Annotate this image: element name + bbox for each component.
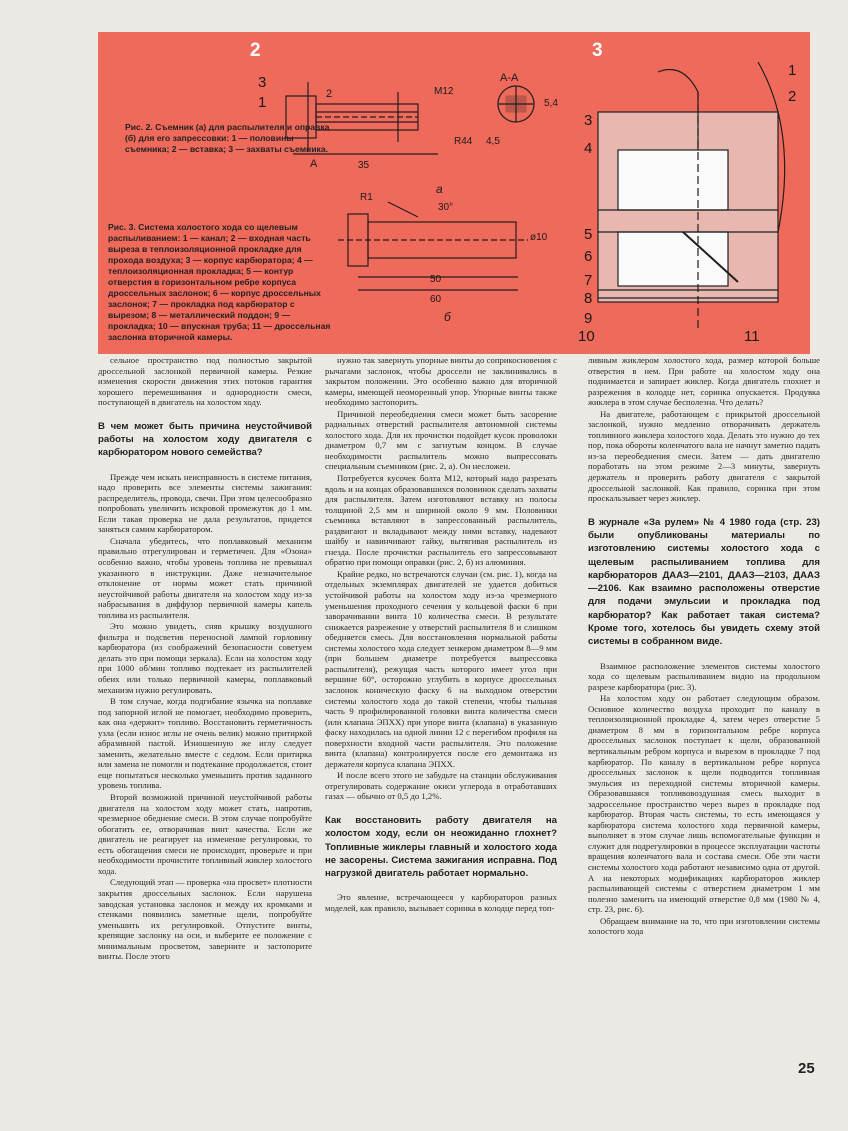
paragraph: Это можно увидеть, сняв крышку воздушного фильтра и подсветив переносной лампой горловину карбюратора (из соображений безопасности советуем делать это при помощи зеркала). Если на холостом ходу при 1000 об/мин топливо подтекает из распылителей обеих или только первичной камеры, поплавковый механизм нужно регулировать. bbox=[98, 621, 312, 695]
question-heading: В чем может быть причина неустойчивой работы на холостом ходу двигателя с карбюратором нового семейства? bbox=[98, 420, 312, 459]
fig2-label-b: б bbox=[444, 310, 451, 324]
text-column-right bbox=[588, 355, 820, 937]
paragraph: На двигателе, работающем с прикрытой дроссельной заслонкой, нужно медленно отворачивать держатель топливного жиклера холостого хода. Делать это нужно до тех пор, пока обороты коленчатого вала не начнут заметно падать из-за переобеднения смеси. Затем — дать двигателю поработать на этом режиме 2—3 минуты, завернуть держатель и проверить работу двигателя с закрытой дроссельной заслонкой. Как правило, соринка при этом проскальзывает через жиклер. bbox=[588, 408, 820, 504]
fig3-callout-10: 10 bbox=[578, 328, 595, 345]
paragraph: Второй возможной причиной неустойчивой работы двигателя на холостом ходу может стать, напротив, чрезмерное обеднение смеси. В этом случае попробуйте обогатить ее, отворачивая винт качества. Если же двигатель не реагирует на изменение регулировки, то есть обогащения смеси не происходит, проверьте и при необходимости прочистите топливный жиклер холостого хода. bbox=[98, 792, 312, 876]
figure-panel bbox=[98, 32, 810, 354]
fig3-callout-11: 11 bbox=[744, 328, 760, 345]
caption-fig-2: Рис. 2. Съемник (а) для распылителя и оправка (б) для его запрессовки: 1 — половины съемника; 2 — вставка; 3 — захваты съемника. bbox=[125, 122, 330, 154]
fig2-dim-35: 35 bbox=[358, 160, 370, 171]
fig3-callout-2: 2 bbox=[788, 88, 797, 105]
fig2-dim-d10: ø10 bbox=[530, 232, 548, 243]
fig2-dim-60: 60 bbox=[430, 294, 442, 305]
question-heading: В журнале «За рулем» № 4 1980 года (стр. 23) были опубликованы материалы по изготовлению системы холостого хода с щелевым распыливанием топлива для карбюраторов ДААЗ—2101, ДААЗ—2103, ДААЗ—2106. Как взаимно расположены отверстие для подачи эмульсии и прокладка под карбюратор? Как работает такая система? Кроме того, хотелось бы увидеть схему этой системы в собранном виде. bbox=[588, 516, 820, 648]
paragraph: нужно так завернуть упорные винты до соприкосновения с рычагами заслонок, чтобы дроссели не заклинивались в закрытом положении. Это особенно важно для вторичной камеры, имеющей неоморенный упор. Упорные винты также необходимо застопорить. bbox=[325, 355, 557, 408]
fig2-section-label: А-А bbox=[500, 72, 519, 84]
fig2-callout-a: А bbox=[310, 158, 318, 170]
paragraph: Крайне редко, но встречаются случаи (см. рис. 1), когда на отдельных экземплярах двигателей не удается добиться устойчивой работы на холостом ходу из-за чрезмерного уменьшения проходного сечения у кольцевой фаски 6 при заворачивании винта 10 количества смеси. В результате снижается разрежение у отверстий распылителя 8 и слишком обедняется смесь. Для восстановления нормальной работы системы холостого хода следует зенкером диаметром 8—9 мм (при большем диаметре потребуется выпрессовка распылителя), режущая часть которого имеет угол при вершине 60°, осторожно углубить в корпусе дроссельных заслонок коническую фаску 6 на выходном отверстии системы холостого хода до такой степени, чтобы тыльная часть 9 профилированной головки винта количества смеси (или клапана ЭПХХ) при упоре винта (клапана) в указанную фаску находилась на одной линии 12 с перегибом профиля на поверхности входной части распылителя. Это положение винта (клапана) контролируется после его демонтажа из держателя корпуса клапана ЭПХХ. bbox=[325, 568, 557, 769]
text-column-middle bbox=[325, 355, 557, 914]
page-number: 25 bbox=[798, 1060, 815, 1077]
paragraph: Прежде чем искать неисправность в системе питания, надо проверить все элементы системы зажигания: распределитель, провода, свечи. При этом целесообразно попробовать увеличить искровой промежуток до 1 мм. Если такая проверка не дала результатов, придется заняться самим карбюратором. bbox=[98, 471, 312, 535]
fig3-callout-1: 1 bbox=[788, 62, 797, 79]
paragraph: Сначала убедитесь, что поплавковый механизм правильно отрегулирован и герметичен. Для «Озона» особенно важно, чтобы уровень топлива не превышал указанного в инструкции. Даже незначительное отклонение от нормы может стать причиной неустойчивой работы двигателя на холостом ходу из-за набрасывания в диффузор первичной камеры капель топлива из распылителя. bbox=[98, 535, 312, 620]
fig2-dim-50: 50 bbox=[430, 274, 442, 285]
fig2-label-a: а bbox=[436, 182, 443, 196]
insulating-gasket bbox=[618, 150, 728, 210]
fig2-dim-4-5: 4,5 bbox=[486, 136, 500, 147]
figure-2-number: 2 bbox=[250, 40, 261, 61]
paragraph: На холостом ходу он работает следующим образом. Основное количество воздуха проходит по каналу в теплоизоляционной прокладке 4, затем через отверстие 5 диаметром 8 мм в горизонтальном ребре корпуса дроссельных заслонок поступает к щели, образованной вертикальным ребром корпуса и вырезом в прокладке 7 под карбюратор. По каналу в вертикальном ребре корпуса дроссельных заслонок к щели подводится топливная эмульсия из переходной системы вторичной камеры. Образовавшаяся топливовоздушная смесь выходит в задроссельное пространство через вырез в прокладке под карбюратор. Вторая часть системы, то есть имеющаяся у карбюратора система холостого хода первичной камеры, выполняет в этом случае лишь вспомогательные функции и служит для подрегулировки в процессе эксплуатации частоты вращения коленчатого вала и состава смеси. Обе эти части системы холостого хода работают независимо одна от другой. А на некоторых модификациях карбюраторов жиклер распыливающей системы с отверстием диаметром 1 мм полезно заменить на имеющий отверстие 0,8 мм (1980 № 4, стр. 23, рис. 6). bbox=[588, 693, 820, 915]
fig3-callout-4: 4 bbox=[584, 140, 593, 157]
figure-3-number: 3 bbox=[592, 40, 603, 61]
paragraph: В том случае, когда подгибание язычка на поплавке под запорной иглой не помогает, необходимо проверить, как она «держит» топливо. Восстановить герметичность узла (если износ иглы не очень велик) можно притиркой абразивной пастой. Изношенную же иглу следует заменить, желательно вместе с седлом. Если притирка или замена не помогли и подтекание продолжается, стоит еще попытаться несколько уменьшить против заданного уровень топлива. bbox=[98, 696, 312, 791]
fig2-dim-5-4: 5,4 bbox=[544, 98, 558, 109]
paragraph: Взаимное расположение элементов системы холостого хода со щелевым распыливанием видно на продольном разрезе карбюратора (рис. 3). bbox=[588, 660, 820, 692]
paragraph: Это явление, встречающееся у карбюраторов разных моделей, как правило, вызывает соринка в колодце перед топ- bbox=[325, 892, 557, 913]
fig2-dim-m12: M12 bbox=[434, 86, 454, 97]
paragraph: И после всего этого не забудьте на станции обслуживания отрегулировать содержание окиси углерода в отработавших газах — обычно от 0,5 до 1,2%. bbox=[325, 770, 557, 802]
text-column-left bbox=[98, 355, 312, 962]
fig3-callout-9: 9 bbox=[584, 310, 593, 327]
fig3-callout-3: 3 bbox=[584, 112, 593, 129]
fig2-dim-30: 30° bbox=[438, 202, 454, 213]
fig3-callout-7: 7 bbox=[584, 272, 593, 289]
paragraph: сельное пространство под полностью закрытой дроссельной заслонкой первичной камеры. Резкие изменения скорости движения этих потоков гарантия хорошего перемешивания и однородности смеси, поступающей в двигатель на холостом ходу. bbox=[98, 355, 312, 408]
fig2-dim-r1: R1 bbox=[360, 192, 373, 203]
caption-fig-3: Рис. 3. Система холостого хода со щелевым распыливанием: 1 — канал; 2 — входная часть выреза в теплоизоляционной прокладке для прохода воздуха; 3 — корпус карбюратора; 4 — теплоизоляционная прокладка; 5 — контур отверстия в горизонтальном ребре корпуса дроссельных заслонок; 6 — корпус дроссельных заслонок; 7 — прокладка под карбюратор с вырезом; 8 — металлический поддон; 9 — прокладка; 10 — впускная труба; 11 — дроссельная заслонка вторичной камеры. bbox=[108, 222, 331, 342]
fig3-callout-8: 8 bbox=[584, 290, 593, 307]
paragraph: Причиной переобеднения смеси может быть засорение радиальных отверстий распылителя автономной системы холостого хода. Для их прочистки подойдет кусок проволоки диаметром 0,7 мм с загнутым концом. В случае необходимости распылитель можно выпрессовать специальным съемником (рис. 2, а). Он несложен. bbox=[325, 408, 557, 472]
fig3-callout-6: 6 bbox=[584, 248, 593, 265]
fig2-callout-1: 1 bbox=[258, 94, 267, 111]
paragraph: Потребуется кусочек болта М12, который надо разрезать вдоль и на концах образовавшихся половинок сделать захваты для распылителя. Затем изготовляют вставку из полосы толщиной 2,5 мм и шириной около 9 мм. Половинки съемника вставляют в запрессованный распылитель, раздвигают и вкладывают между ними вставку, надевают шайбу и навинчивают гайку, вытягивая распылитель из гнезда. После прочистки распылитель его запрессовывают обратно при помощи оправки (рис. 2, б) из алюминия. bbox=[325, 473, 557, 568]
fig2-callout-3: 3 bbox=[258, 74, 267, 91]
fig2-callout-2: 2 bbox=[326, 88, 333, 100]
fig2-dim-r44: R44 bbox=[454, 136, 473, 147]
paragraph: Следующий этап — проверка «на просвет» плотности закрытия дроссельных заслонок. Если нарушена заводская установка заслонок и между их кромками и стенками появились заметные щели, попробуйте уменьшить их регулировкой. Отпустите винты, крепящие заслонку на оси, и выберите ее положение с минимальным просветом, заверните и застопорите винты. После этого bbox=[98, 877, 312, 962]
fig3-callout-5: 5 bbox=[584, 226, 593, 243]
question-heading: Как восстановить работу двигателя на холостом ходу, если он неожиданно глохнет? Топливные жиклеры главный и холостого хода не засорены. Система зажигания исправна. Под нагрузкой двигатель работает нормально. bbox=[325, 814, 557, 880]
paragraph: ливным жиклером холостого хода, размер которой больше отверстия в нем. При работе на холостом ходу она поднимается и запирает жиклер. Когда двигатель глохнет и разрежения в колодце нет, соринка опускается. Продувка жиклера в этом случае бесполезна. Что делать? bbox=[588, 355, 820, 408]
paragraph: Обращаем внимание на то, что при изготовлении системы холостого хода bbox=[588, 915, 820, 937]
